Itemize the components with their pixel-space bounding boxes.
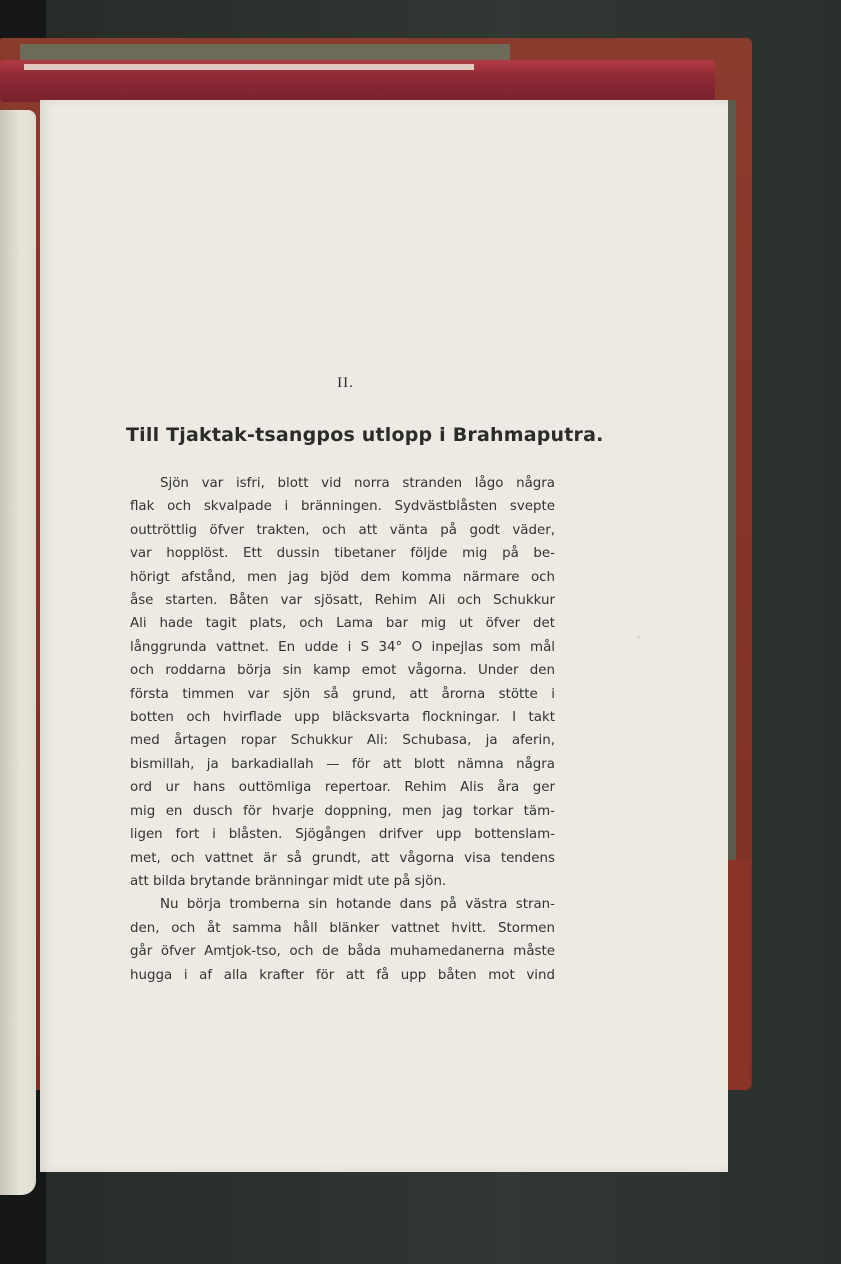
- text-line: hörigt afstånd, men jag bjöd dem komma närmare och: [130, 569, 555, 585]
- text-line: Ali hade tagit plats, och Lama bar mig ut öfver det: [130, 616, 555, 632]
- text-line: mig en dusch för hvarje doppning, men jag torkar täm-: [130, 803, 555, 819]
- text-line: outtröttlig öfver trakten, och att vänta på godt väder,: [130, 522, 555, 538]
- text-line: går öfver Amtjok-tso, och de båda muhamedanerna måste: [130, 944, 555, 960]
- chapter-title: Till Tjaktak-tsangpos utlopp i Brahmaputra.: [126, 424, 604, 446]
- page-text-block: [126, 370, 604, 987]
- page-edge-top-highlight: [24, 64, 474, 70]
- text-line: ligen fort i blåsten. Sjögången drifver upp bottenslam-: [130, 827, 555, 843]
- text-line: åse starten. Båten var sjösatt, Rehim Ali och Schukkur: [130, 593, 555, 609]
- chapter-number: II.: [337, 375, 354, 391]
- text-line: Sjön var isfri, blott vid norra stranden lågo några: [160, 476, 555, 491]
- speck: [637, 636, 640, 639]
- text-line: den, och åt samma håll blänker vattnet hvitt. Stormen: [130, 920, 555, 936]
- text-line: långgrunda vattnet. En udde i S 34° O inpejlas som mål: [130, 639, 555, 655]
- text-line: första timmen var sjön så grund, att årorna stötte i: [130, 686, 555, 702]
- text-line: bismillah, ja barkadiallah — för att blott nämna några: [130, 756, 555, 772]
- text-line: hugga i af alla krafter för att få upp båten mot vind: [130, 967, 555, 983]
- text-line: med årtagen ropar Schukkur Ali: Schubasa, ja aferin,: [130, 733, 555, 749]
- text-line: ord ur hans outtömliga repertoar. Rehim Alis åra ger: [130, 780, 555, 796]
- paragraph-1: [130, 472, 555, 893]
- text-line: och roddarna börja sin kamp emot vågorna. Under den: [130, 663, 555, 679]
- facing-page-sliver: [0, 110, 36, 1195]
- book-page: [40, 100, 728, 1172]
- text-line: Nu börja tromberna sin hotande dans på västra stran-: [160, 897, 555, 913]
- text-line: flak och skvalpade i bränningen. Sydvästblåsten svepte: [130, 499, 555, 515]
- text-line: var hopplöst. Ett dussin tibetaner följde mig på be-: [130, 546, 555, 562]
- text-line: met, och vattnet är så grundt, att vågorna visa tendens: [130, 850, 555, 866]
- paragraph-2: [130, 893, 555, 987]
- text-line: att bilda brytande bränningar midt ute på sjön.: [130, 873, 447, 889]
- text-line: botten och hvirflade upp bläcksvarta flockningar. I takt: [130, 710, 555, 726]
- cover-edge-red: [728, 860, 750, 1090]
